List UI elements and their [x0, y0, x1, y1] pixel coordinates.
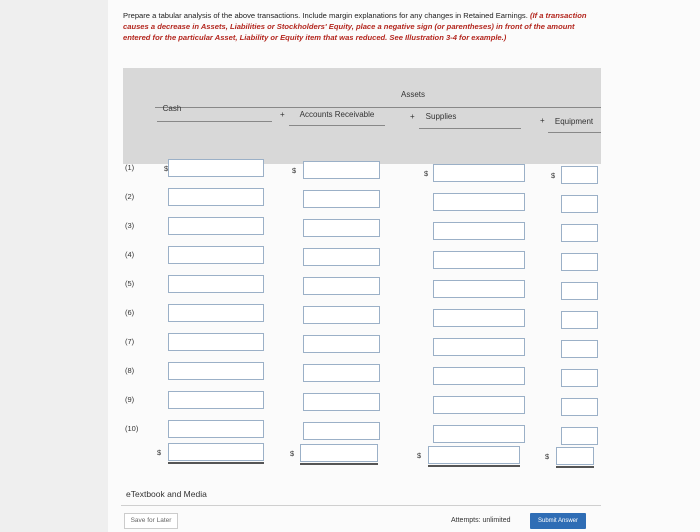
input-accounts-receivable-row-1[interactable]	[303, 161, 380, 179]
input-supplies-row-6[interactable]	[433, 309, 525, 327]
etextbook-link[interactable]: eTextbook and Media	[126, 489, 207, 499]
input-equipment-row-1[interactable]	[561, 166, 598, 184]
total-underline	[428, 465, 520, 467]
input-cash-row-7[interactable]	[168, 333, 264, 351]
input-accounts-receivable-row-3[interactable]	[303, 219, 380, 237]
input-supplies-row-9[interactable]	[433, 396, 525, 414]
dollar-sign: $	[292, 166, 297, 175]
column-header-accounts-receivable: Accounts Receivable	[299, 110, 375, 119]
dollar-sign: $	[164, 164, 169, 173]
row-label: (7)	[125, 337, 135, 346]
input-accounts-receivable-row-4[interactable]	[303, 248, 380, 266]
input-cash-row-2[interactable]	[168, 188, 264, 206]
total-underline	[556, 466, 594, 468]
input-cash-row-8[interactable]	[168, 362, 264, 380]
total-supplies-input[interactable]	[428, 446, 520, 464]
row-label: (2)	[125, 192, 135, 201]
input-cash-row-1[interactable]	[168, 159, 264, 177]
row-label: (9)	[125, 395, 135, 404]
input-supplies-row-4[interactable]	[433, 251, 525, 269]
input-accounts-receivable-row-6[interactable]	[303, 306, 380, 324]
input-accounts-receivable-row-8[interactable]	[303, 364, 380, 382]
input-cash-row-6[interactable]	[168, 304, 264, 322]
total-dollar-sign: $	[417, 451, 422, 460]
input-supplies-row-2[interactable]	[433, 193, 525, 211]
column-underline-accounts-receivable	[289, 125, 385, 126]
column-underline-cash	[157, 121, 272, 122]
instructions-lead: Prepare a tabular analysis of the above transactions. Include margin explanations for any changes in Retained Earnings.	[123, 11, 530, 20]
input-supplies-row-3[interactable]	[433, 222, 525, 240]
instructions-emphasis: (If a transaction causes a decrease in Assets, Liabilities or Stockholders' Equity, place a negative sign (or parentheses) in front of the amount entered for the particular Asset, Liability or Equity item that was reduced. See Illustration 3-4 for example.)	[123, 11, 587, 42]
input-supplies-row-7[interactable]	[433, 338, 525, 356]
column-header-cash: Cash	[162, 104, 182, 113]
total-dollar-sign: $	[290, 449, 295, 458]
input-equipment-row-5[interactable]	[561, 282, 598, 300]
input-accounts-receivable-row-5[interactable]	[303, 277, 380, 295]
input-supplies-row-5[interactable]	[433, 280, 525, 298]
footer-divider	[121, 505, 601, 506]
total-dollar-sign: $	[157, 448, 162, 457]
row-label: (1)	[125, 163, 135, 172]
row-label: (10)	[125, 424, 139, 433]
input-accounts-receivable-row-10[interactable]	[303, 422, 380, 440]
input-equipment-row-9[interactable]	[561, 398, 598, 416]
input-cash-row-4[interactable]	[168, 246, 264, 264]
plus-operator: +	[280, 110, 285, 119]
input-cash-row-10[interactable]	[168, 420, 264, 438]
row-label: (8)	[125, 366, 135, 375]
save-for-later-button[interactable]: Save for Later	[124, 513, 178, 529]
input-equipment-row-4[interactable]	[561, 253, 598, 271]
input-supplies-row-10[interactable]	[433, 425, 525, 443]
input-equipment-row-3[interactable]	[561, 224, 598, 242]
input-cash-row-5[interactable]	[168, 275, 264, 293]
assets-group-line	[155, 107, 601, 108]
plus-operator: +	[540, 116, 545, 125]
input-equipment-row-2[interactable]	[561, 195, 598, 213]
input-supplies-row-8[interactable]	[433, 367, 525, 385]
assets-group-label: Assets	[401, 90, 426, 99]
instructions	[123, 10, 593, 43]
input-equipment-row-6[interactable]	[561, 311, 598, 329]
dollar-sign: $	[424, 169, 429, 178]
total-equipment-input[interactable]	[556, 447, 594, 465]
row-label: (6)	[125, 308, 135, 317]
total-underline	[168, 462, 264, 464]
input-supplies-row-1[interactable]	[433, 164, 525, 182]
input-equipment-row-7[interactable]	[561, 340, 598, 358]
plus-operator: +	[410, 112, 415, 121]
input-accounts-receivable-row-7[interactable]	[303, 335, 380, 353]
attempts-label: Attempts: unlimited	[451, 517, 511, 524]
column-underline-equipment	[548, 132, 601, 133]
input-accounts-receivable-row-2[interactable]	[303, 190, 380, 208]
column-header-equipment: Equipment	[554, 117, 594, 126]
input-equipment-row-8[interactable]	[561, 369, 598, 387]
total-dollar-sign: $	[545, 452, 550, 461]
input-cash-row-9[interactable]	[168, 391, 264, 409]
dollar-sign: $	[551, 171, 556, 180]
row-label: (5)	[125, 279, 135, 288]
total-accounts-receivable-input[interactable]	[300, 444, 378, 462]
column-underline-supplies	[419, 128, 521, 129]
total-underline	[300, 463, 378, 465]
row-label: (4)	[125, 250, 135, 259]
total-cash-input[interactable]	[168, 443, 264, 461]
row-label: (3)	[125, 221, 135, 230]
submit-answer-button[interactable]: Submit Answer	[530, 513, 586, 529]
input-equipment-row-10[interactable]	[561, 427, 598, 445]
input-accounts-receivable-row-9[interactable]	[303, 393, 380, 411]
input-cash-row-3[interactable]	[168, 217, 264, 235]
column-header-supplies: Supplies	[425, 112, 457, 121]
